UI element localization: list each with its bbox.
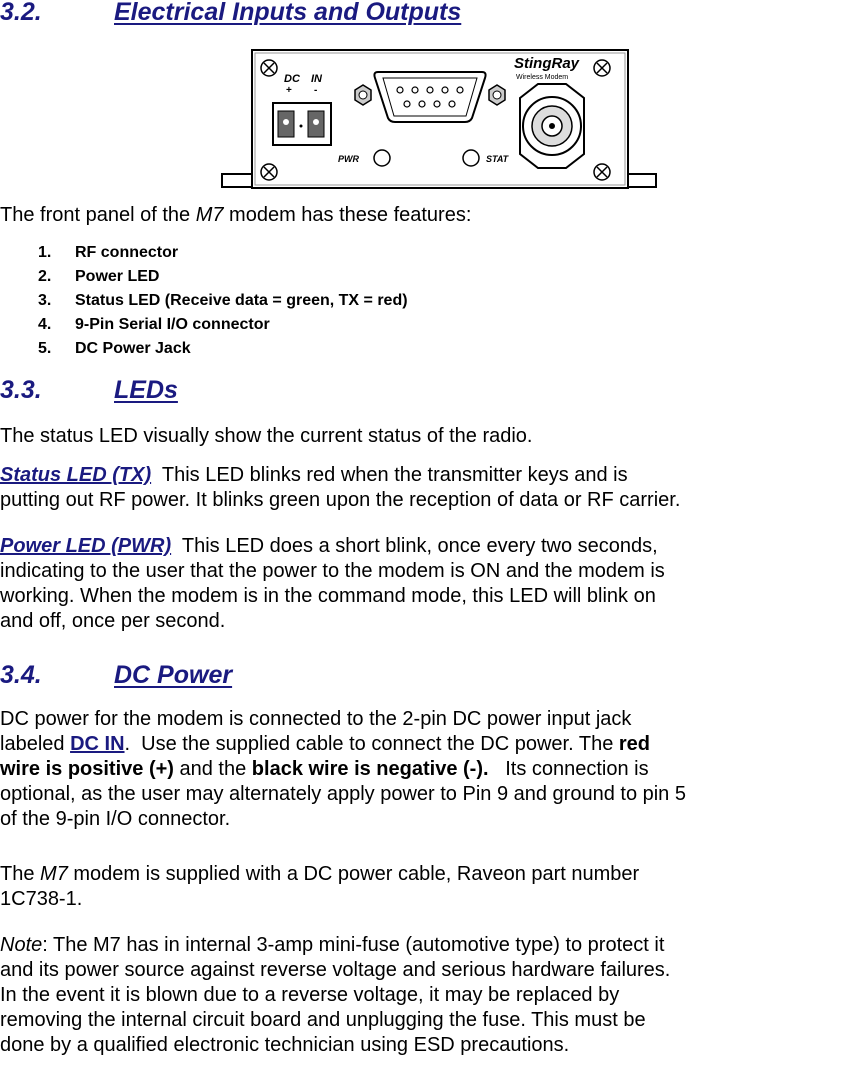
- bold-text: black wire is negative (-).: [251, 758, 489, 780]
- list-item: [38, 265, 408, 289]
- status-led-icon: [463, 150, 479, 166]
- list-item: [38, 337, 408, 361]
- section-heading-3-4: [0, 660, 232, 690]
- status-led-paragraph: [0, 463, 858, 513]
- section-heading-3-2: [0, 0, 461, 27]
- status-led-label: Status LED (TX): [0, 464, 152, 486]
- paragraph-text: This LED does a short blink, once every two seconds,: [171, 535, 658, 557]
- paragraph-text: Its connection is: [488, 758, 649, 780]
- paragraph-text: In the event it is blown due to a reverse voltage, it may be replaced by: [0, 984, 620, 1006]
- paragraph-text: of the 9-pin I/O connector.: [0, 808, 231, 830]
- paragraph-text: and off, once per second.: [0, 610, 226, 632]
- list-item: [38, 289, 408, 313]
- paragraph-text: indicating to the user that the power to the modem is ON and the modem is: [0, 560, 665, 582]
- paragraph-text: putting out RF power. It blinks green upon the reception of data or RF carrier.: [0, 489, 681, 511]
- brand-label: StingRay: [514, 55, 580, 72]
- paragraph-text: : The M7 has in internal 3-amp mini-fuse (automotive type) to protect it: [42, 934, 665, 956]
- power-led-label: Power LED (PWR): [0, 535, 172, 557]
- section-title: DC Power: [114, 661, 233, 689]
- in-label: IN: [311, 73, 322, 85]
- intro-text: modem has these features:: [223, 204, 472, 226]
- list-item: [38, 313, 408, 337]
- paragraph-text: . Use the supplied cable to connect the DC power. The: [124, 733, 619, 755]
- list-number: 4.: [38, 316, 52, 333]
- note-paragraph: [0, 933, 858, 1058]
- list-text: 9-Pin Serial I/O connector: [75, 316, 270, 333]
- power-led-icon: [374, 150, 390, 166]
- list-item: [38, 241, 408, 265]
- modem-front-panel-figure: [220, 46, 658, 192]
- list-number: 2.: [38, 268, 52, 285]
- bold-text: red: [618, 733, 651, 755]
- paragraph-text: DC power for the modem is connected to the 2-pin DC power input jack: [0, 708, 632, 730]
- list-number: 5.: [38, 340, 52, 357]
- dc-power-jack-icon: [273, 103, 331, 145]
- list-number: 1.: [38, 244, 52, 261]
- paragraph-text: and its power source against reverse voltage and serious hardware failures.: [0, 959, 671, 981]
- paragraph-text: and the: [173, 758, 252, 780]
- paragraph-text: This LED blinks red when the transmitter keys and is: [151, 464, 628, 486]
- power-led-paragraph: [0, 534, 858, 634]
- section-number: 3.3.: [0, 376, 42, 404]
- paragraph-text: done by a qualified electronic technician using ESD precautions.: [0, 1034, 570, 1056]
- intro-text: The front panel of the: [0, 204, 196, 226]
- model-name: M7: [195, 204, 224, 226]
- section-number: 3.2.: [0, 0, 42, 26]
- pwr-label: PWR: [338, 154, 359, 164]
- intro-paragraph: [0, 203, 858, 228]
- plus-label: +: [286, 85, 292, 96]
- dc-in-reference: DC IN: [70, 733, 125, 755]
- part-number: 1C738-1.: [0, 888, 83, 910]
- section-heading-3-3: [0, 375, 178, 405]
- list-text: Status LED (Receive data = green, TX = red): [75, 292, 408, 309]
- paragraph-text: working. When the modem is in the command mode, this LED will blink on: [0, 585, 656, 607]
- minus-label: -: [314, 85, 318, 96]
- stat-label: STAT: [486, 154, 509, 164]
- cable-paragraph: [0, 862, 858, 912]
- note-label: Note: [0, 934, 43, 956]
- leds-intro-paragraph: The status LED visually show the current status of the radio.: [0, 425, 533, 447]
- paragraph-text: optional, as the user may alternately apply power to Pin 9 and ground to pin 5: [0, 783, 686, 805]
- paragraph-text: removing the internal circuit board and unplugging the fuse. This must be: [0, 1009, 646, 1031]
- list-text: DC Power Jack: [75, 340, 191, 357]
- list-text: Power LED: [75, 268, 160, 285]
- brand-sub-label: Wireless Modem: [516, 74, 569, 81]
- paragraph-text: The: [0, 863, 41, 885]
- paragraph-text: labeled: [0, 733, 71, 755]
- bold-text: wire is positive (+): [0, 758, 174, 780]
- model-name: M7: [40, 863, 68, 885]
- serial-db9-connector-icon: [374, 72, 485, 122]
- section-number: 3.4.: [0, 661, 42, 689]
- dc-power-paragraph: [0, 707, 858, 832]
- paragraph-text: modem is supplied with a DC power cable, Raveon part number: [67, 863, 640, 885]
- section-title: Electrical Inputs and Outputs: [114, 0, 462, 26]
- list-number: 3.: [38, 292, 52, 309]
- section-title: LEDs: [114, 376, 178, 404]
- dc-label: DC: [284, 73, 300, 85]
- list-text: RF connector: [75, 244, 179, 261]
- feature-list: [38, 241, 408, 361]
- rf-connector-icon: [520, 84, 584, 168]
